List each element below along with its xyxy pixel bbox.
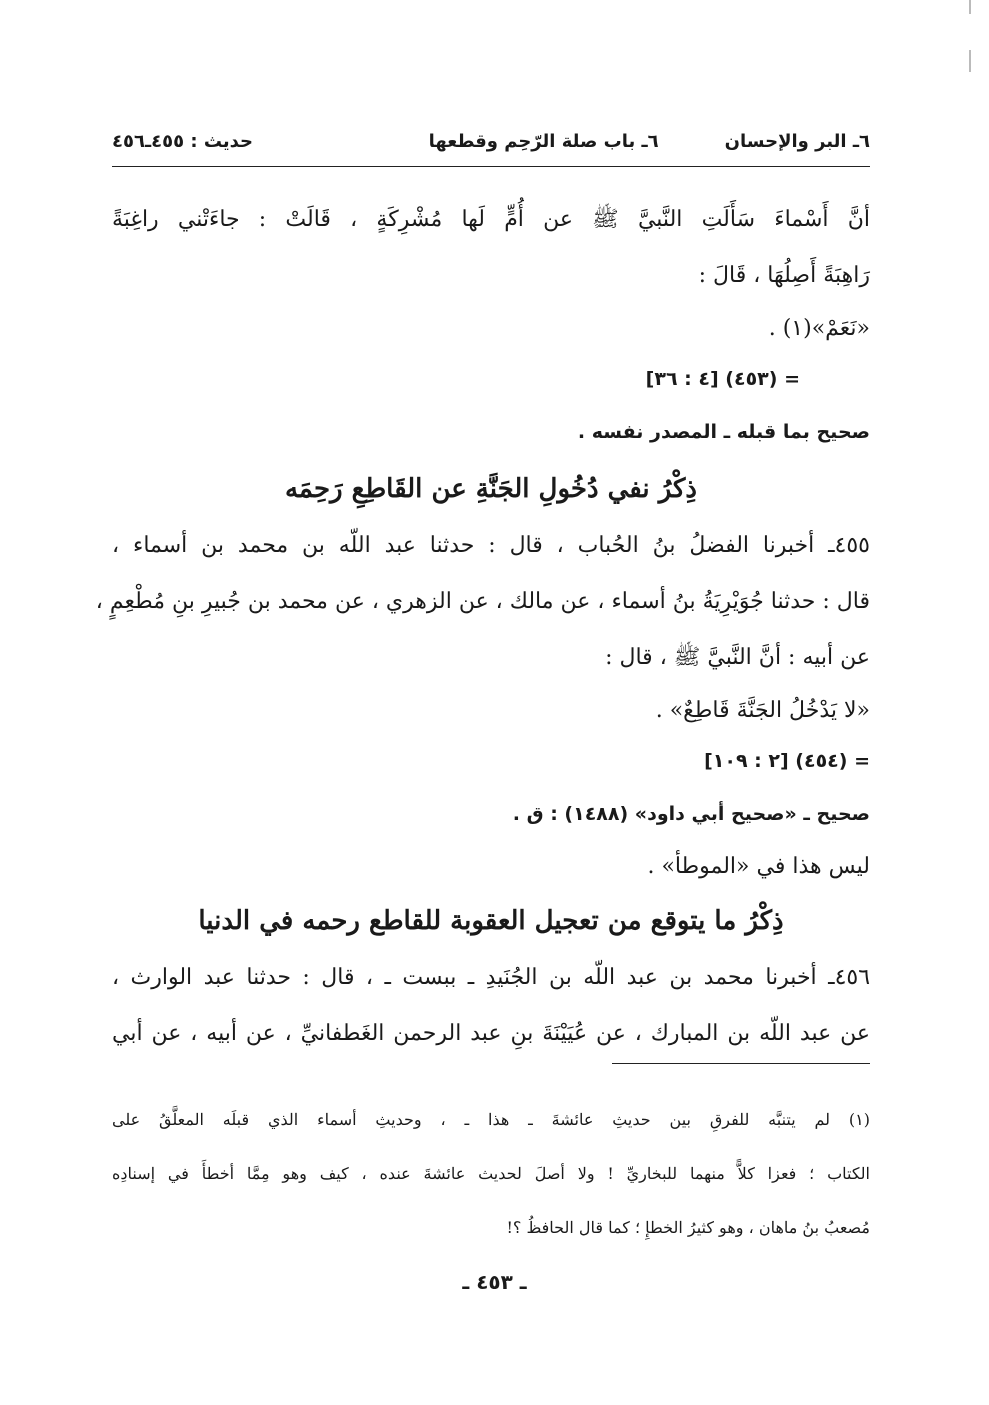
footnote-line: مُصعبُ بنُ ماهان ، وهو كثيرُ الخطإِ ؛ كما قال الحافظُ ؟! bbox=[506, 1218, 870, 1237]
text-line: عن عبد اللّه بن المبارك ، عن عُيَيْنَةَ بنِ عبد الرحمن الغَطفانيِّ ، عن أبيه ، عن أبي bbox=[112, 1021, 870, 1046]
grading-note: صحيح بما قبله ـ المصدر نفسه . bbox=[577, 421, 870, 443]
text-line: أنَّ أَسْماءَ سَأَلَتِ النَّبيَّ ﷺ عن أُمٍّ لَها مُشْرِكَةٍ ، قَالَتْ : جاءَتْني راغِبَةً bbox=[112, 207, 870, 232]
scan-edge-mark bbox=[969, 50, 971, 72]
quote-text: «نَعَمْ»(١) . bbox=[768, 316, 870, 341]
scan-edge-mark bbox=[969, 0, 971, 14]
footnote-block bbox=[112, 1093, 870, 1255]
grading-note: صحيح ـ «صحيح أبي داود» (١٤٨٨) : ق . bbox=[512, 803, 870, 825]
header-book-title: ٦ـ البر والإحسان bbox=[724, 130, 870, 152]
text-line: ليس هذا في «الموطأ» . bbox=[647, 854, 870, 879]
footnote-line: (١) لم يتنبَّه للفرقِ بين حديثِ عائشةَ ـ هذا ـ ، وحديثِ أسماء الذي قبلَه المعلَّقُ على bbox=[112, 1110, 870, 1129]
footnote-line: الكتاب ؛ فعزا كلاًّ منهما للبخاريِّ ! ولا أصلَ لحديث عائشةَ عنده ، كيف وهو مِمَّا أخطأَ في إسنادِه bbox=[112, 1164, 870, 1183]
header-divider bbox=[112, 166, 870, 167]
cross-reference: = (٤٥٤) [٢ : ١٠٩] bbox=[704, 750, 870, 772]
hadith-quote bbox=[112, 304, 870, 354]
text-line: رَاهِبَةً أَصِلُهَا ، قَالَ : bbox=[698, 263, 870, 288]
text-line: عن أبيه : أنَّ النَّبيَّ ﷺ ، قال : bbox=[605, 645, 870, 670]
running-header bbox=[112, 124, 870, 158]
page-number: ـ ٤٥٣ ـ bbox=[462, 1270, 527, 1294]
text-line: ٤٥٦ـ أخبرنا محمد بن عبد اللّه بن الجُنَيدِ ـ ببست ـ ، قال : حدثنا عبد الوارث ، bbox=[112, 965, 871, 990]
main-text bbox=[95, 192, 871, 1062]
section-heading: ذِكْرُ نفي دُخُولِ الجَنَّةِ عن القَاطِعِ رَحِمَه bbox=[284, 474, 697, 504]
section-heading: ذِكْرُ ما يتوقع من تعجيل العقوبة للقاطع رحمه في الدنيا bbox=[198, 906, 784, 936]
cross-reference: = (٤٥٣) [٤ : ٣٦] bbox=[645, 368, 800, 390]
text-line: ٤٥٥ـ أخبرنا الفضلُ بنُ الحُباب ، قال : حدثنا عبد اللّه بن محمد بن أسماء ، bbox=[112, 533, 870, 558]
text-line: قال : حدثنا جُوَيْرِيَةُ بنُ أسماء ، عن مالك ، عن الزهري ، عن محمد بن جُبيرِ بنِ مُطْعِمٍ ، bbox=[95, 589, 870, 614]
footnote-rule-line bbox=[612, 1063, 870, 1064]
header-chapter-title: ٦ـ باب صلة الرّحِم وقطعها bbox=[428, 130, 659, 152]
header-hadith-range: حديث : ٤٥٥ـ٤٥٦ bbox=[112, 130, 254, 152]
hadith-quote: «لا يَدْخُلُ الجَنَّةَ قَاطِعٌ» . bbox=[655, 698, 870, 723]
